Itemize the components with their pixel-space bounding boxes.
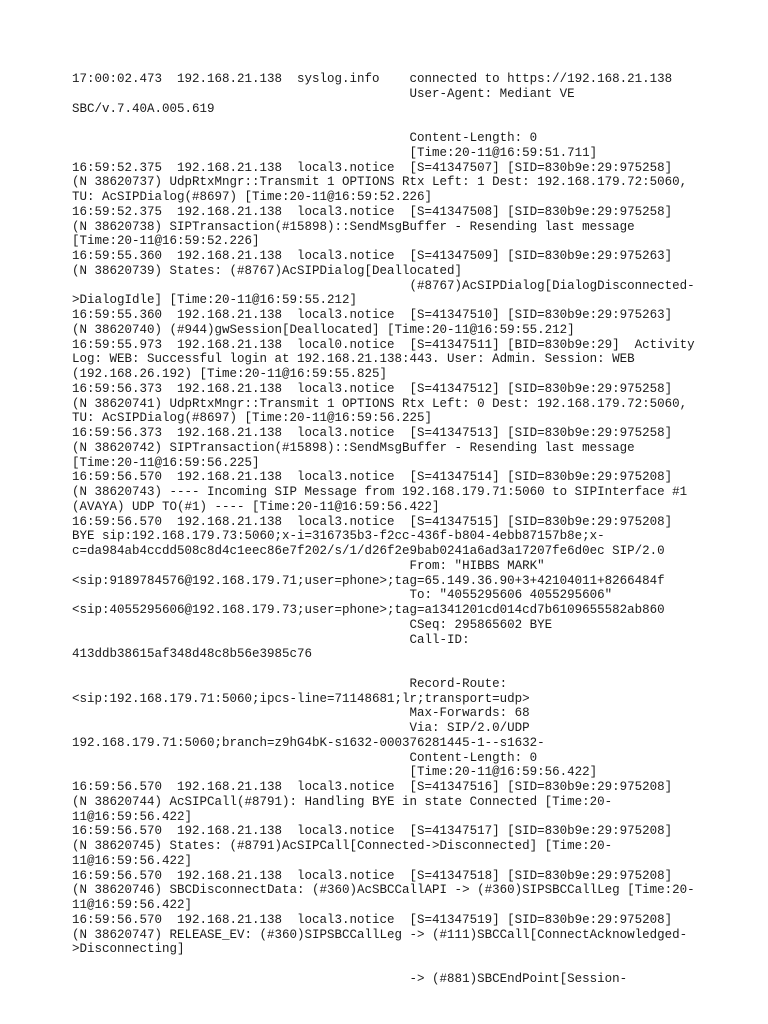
log-line: Via: SIP/2.0/UDP <box>72 721 530 735</box>
log-line: (N 38620745) States: (#8791)AcSIPCall[Connected->Disconnected] [Time:20- <box>72 839 613 853</box>
log-line: c=da984ab4ccdd508c8d4c1eec86e7f202/s/1/d26f2e9bab0241a6ad3a17207fe6d0ec SIP/2.0 <box>72 544 665 558</box>
log-line: 16:59:55.360 192.168.21.138 local3.notice [S=41347509] [SID=830b9e:29:975263] <box>72 249 673 263</box>
log-line: (192.168.26.192) [Time:20-11@16:59:55.825] <box>72 367 388 381</box>
log-line: >Disconnecting] <box>72 942 185 957</box>
log-line <box>72 957 768 972</box>
log-line: (N 38620744) AcSIPCall(#8791): Handling BYE in state Connected [Time:20- <box>72 794 613 809</box>
log-line: 16:59:56.570 192.168.21.138 local3.notice [S=41347517] [SID=830b9e:29:975208] <box>72 824 673 839</box>
log-line: 413ddb38615af348d48c8b56e3985c76 <box>72 647 313 662</box>
log-line: Content-Length: 0 <box>72 131 538 145</box>
log-line: CSeq: 295865602 BYE <box>72 617 553 632</box>
log-line: (#8767)AcSIPDialog[DialogDisconnected- <box>72 278 695 293</box>
log-line <box>72 662 768 677</box>
log-line: <sip:192.168.179.71:5060;ipcs-line=71148681;lr;transport=udp> <box>72 691 530 706</box>
syslog-document <box>72 72 768 987</box>
log-line: To: "4055295606 4055295606" <box>72 588 613 603</box>
log-line: 16:59:56.570 192.168.21.138 local3.notice [S=41347518] [SID=830b9e:29:975208] <box>72 868 673 883</box>
log-line: 16:59:52.375 192.168.21.138 local3.notice [S=41347508] [SID=830b9e:29:975258] <box>72 204 673 219</box>
log-line: 192.168.179.71:5060;branch=z9hG4bK-s1632-000376281445-1--s1632- <box>72 735 545 750</box>
log-line: <sip:9189784576@192.168.179.71;user=phone>;tag=65.149.36.90+3+42104011+8266484f <box>72 573 665 588</box>
log-line: [Time:20-11@16:59:56.422] <box>72 765 598 780</box>
log-line: User-Agent: Mediant VE <box>72 86 575 101</box>
log-line: [Time:20-11@16:59:51.711] <box>72 145 598 160</box>
log-line: (N 38620742) SIPTransaction(#15898)::SendMsgBuffer - Resending last message <box>72 440 635 455</box>
log-line: <sip:4055295606@192.168.179.73;user=phone>;tag=a1341201cd014cd7b6109655582ab860 <box>72 603 665 617</box>
log-line: Record-Route: <box>72 676 508 691</box>
log-line: Log: WEB: Successful login at 192.168.21.138:443. User: Admin. Session: WEB <box>72 352 635 367</box>
log-line <box>72 116 768 131</box>
log-line: (N 38620739) States: (#8767)AcSIPDialog[Deallocated] <box>72 263 463 278</box>
log-line: 16:59:56.373 192.168.21.138 local3.notice [S=41347513] [SID=830b9e:29:975258] <box>72 426 673 440</box>
log-line: 16:59:56.570 192.168.21.138 local3.notice [S=41347519] [SID=830b9e:29:975208] <box>72 912 673 927</box>
log-line: (N 38620747) RELEASE_EV: (#360)SIPSBCCallLeg -> (#111)SBCCall[ConnectAcknowledged- <box>72 927 688 942</box>
log-line: (AVAYA) UDP TO(#1) ---- [Time:20-11@16:59:56.422] <box>72 499 440 514</box>
log-line: (N 38620737) UdpRtxMngr::Transmit 1 OPTIONS Rtx Left: 1 Dest: 192.168.179.72:5060, <box>72 175 688 190</box>
log-line: From: "HIBBS MARK" <box>72 558 545 573</box>
log-line: 17:00:02.473 192.168.21.138 syslog.info connected to https://192.168.21.138 <box>72 72 673 86</box>
log-line: (N 38620743) ---- Incoming SIP Message from 192.168.179.71:5060 to SIPInterface #1 <box>72 485 688 499</box>
log-line: 16:59:52.375 192.168.21.138 local3.notice [S=41347507] [SID=830b9e:29:975258] <box>72 160 673 175</box>
log-line: (N 38620746) SBCDisconnectData: (#360)AcSBCCallAPI -> (#360)SIPSBCCallLeg [Time:20- <box>72 883 695 898</box>
log-line: [Time:20-11@16:59:56.225] <box>72 455 260 470</box>
log-line: BYE sip:192.168.179.73:5060;x-i=316735b3-f2cc-436f-b804-4ebb87157b8e;x- <box>72 529 605 544</box>
log-line: TU: AcSIPDialog(#8697) [Time:20-11@16:59:56.225] <box>72 411 433 426</box>
log-line: (N 38620738) SIPTransaction(#15898)::SendMsgBuffer - Resending last message <box>72 219 635 234</box>
log-line: Content-Length: 0 <box>72 750 538 765</box>
log-line: TU: AcSIPDialog(#8697) [Time:20-11@16:59:52.226] <box>72 190 433 204</box>
log-line: 16:59:56.570 192.168.21.138 local3.notice [S=41347516] [SID=830b9e:29:975208] <box>72 780 673 794</box>
log-line: [Time:20-11@16:59:52.226] <box>72 234 260 249</box>
log-line: 11@16:59:56.422] <box>72 809 193 824</box>
log-line: SBC/v.7.40A.005.619 <box>72 101 215 116</box>
log-line: 11@16:59:56.422] <box>72 898 193 912</box>
log-line: (N 38620741) UdpRtxMngr::Transmit 1 OPTIONS Rtx Left: 0 Dest: 192.168.179.72:5060, <box>72 396 688 411</box>
log-line: 16:59:55.973 192.168.21.138 local0.notice [S=41347511] [BID=830b9e:29] Activity <box>72 337 695 352</box>
log-line: >DialogIdle] [Time:20-11@16:59:55.212] <box>72 293 358 308</box>
log-line: Max-Forwards: 68 <box>72 706 530 721</box>
log-line: 16:59:56.373 192.168.21.138 local3.notice [S=41347512] [SID=830b9e:29:975258] <box>72 381 673 396</box>
log-line: 11@16:59:56.422] <box>72 853 193 868</box>
log-line: (N 38620740) (#944)gwSession[Deallocated] [Time:20-11@16:59:55.212] <box>72 322 575 337</box>
log-line: 16:59:56.570 192.168.21.138 local3.notice [S=41347515] [SID=830b9e:29:975208] <box>72 514 673 529</box>
log-line: 16:59:56.570 192.168.21.138 local3.notice [S=41347514] [SID=830b9e:29:975208] <box>72 470 673 485</box>
log-line: Call-ID: <box>72 632 470 647</box>
log-line: -> (#881)SBCEndPoint[Session- <box>72 971 628 986</box>
log-line: 16:59:55.360 192.168.21.138 local3.notice [S=41347510] [SID=830b9e:29:975263] <box>72 308 673 322</box>
